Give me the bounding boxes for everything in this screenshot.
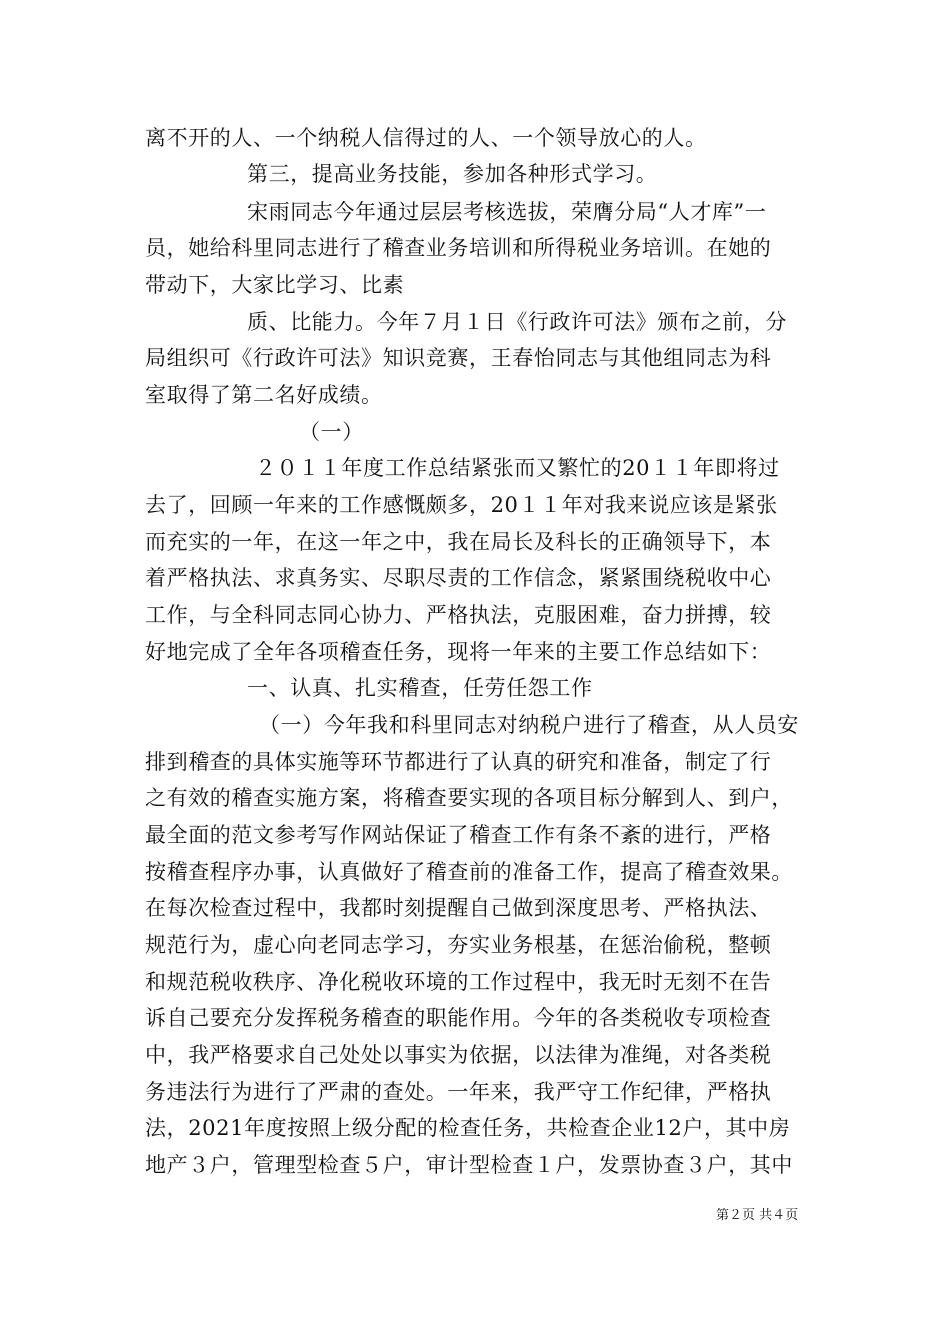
- text-line: 质、比能力。今年７月１日《行政许可法》颁布之前，分: [247, 310, 787, 334]
- page-number: 第２页 共４页: [716, 1208, 799, 1223]
- text-line: 规范行为，虚心向老同志学习，夯实业务根基，在惩治偷税，整顿: [145, 933, 772, 957]
- text-line: 中，我严格要求自己处处以事实为依据，以法律为准绳，对各类税: [145, 1043, 772, 1067]
- text-line: 宋雨同志今年通过层层考核选拔，荣膺分局“人才库”一: [247, 200, 767, 224]
- text-line: 地产３户，管理型检查５户，审计型检查１户，发票协查３户，其中: [145, 1153, 793, 1177]
- text-line: 工作，与全科同志同心协力、严格执法，克服困难，奋力拼搏，较: [145, 603, 772, 627]
- text-line: 局组织可《行政许可法》知识竞赛，王春怡同志与其他组同志为科: [145, 346, 772, 370]
- text-line: 和规范税收秩序、净化税收环境的工作过程中，我无时无刻不在告: [145, 970, 772, 994]
- text-line: （一）今年我和科里同志对纳税户进行了稽查，从人员安: [259, 713, 799, 737]
- text-line: 最全面的范文参考写作网站保证了稽查工作有条不紊的进行，严格: [145, 823, 772, 847]
- text-line: 在每次检查过程中，我都时刻提醒自己做到深度思考、严格执法、: [145, 896, 772, 920]
- text-line: 诉自己要充分发挥税务稽查的职能作用。今年的各类税收专项检查: [145, 1006, 772, 1030]
- text-line: 法，2021年度按照上级分配的检查任务，共检查企业12户，其中房: [145, 1116, 791, 1140]
- text-line: 室取得了第二名好成绩。: [145, 383, 383, 407]
- text-line: 而充实的一年，在这一年之中，我在局长及科长的正确领导下，本: [145, 530, 772, 554]
- text-line: 务违法行为进行了严肃的查处。一年来，我严守工作纪律，严格执: [145, 1080, 772, 1104]
- text-line: 离不开的人、一个纳税人信得过的人、一个领导放心的人。: [145, 126, 707, 150]
- text-line: 排到稽查的具体实施等环节都进行了认真的研究和准备，制定了行: [145, 750, 772, 774]
- text-line: 第三，提高业务技能，参加各种形式学习。: [247, 162, 658, 186]
- section-heading: 一、认真、扎实稽查，任劳任怨工作: [247, 676, 593, 700]
- text-line: 之有效的稽查实施方案，将稽查要实现的各项目标分解到人、到户，: [145, 786, 793, 810]
- text-line: 员，她给科里同志进行了稽查业务培训和所得税业务培训。在她的: [145, 236, 772, 260]
- section-heading: （一）: [299, 420, 364, 444]
- text-line: ２０１１年度工作总结紧张而又繁忙的20１１年即将过: [255, 456, 780, 480]
- text-line: 着严格执法、求真务实、尽职尽责的工作信念，紧紧围绕税收中心: [145, 566, 772, 590]
- text-line: 好地完成了全年各项稽查任务，现将一年来的主要工作总结如下：: [145, 640, 772, 664]
- text-line: 按稽查程序办事，认真做好了稽查前的准备工作，提高了稽查效果。: [145, 860, 793, 884]
- text-line: 带动下，大家比学习、比素: [145, 273, 405, 297]
- text-line: 去了，回顾一年来的工作感慨颇多，20１１年对我来说应该是紧张: [145, 493, 778, 517]
